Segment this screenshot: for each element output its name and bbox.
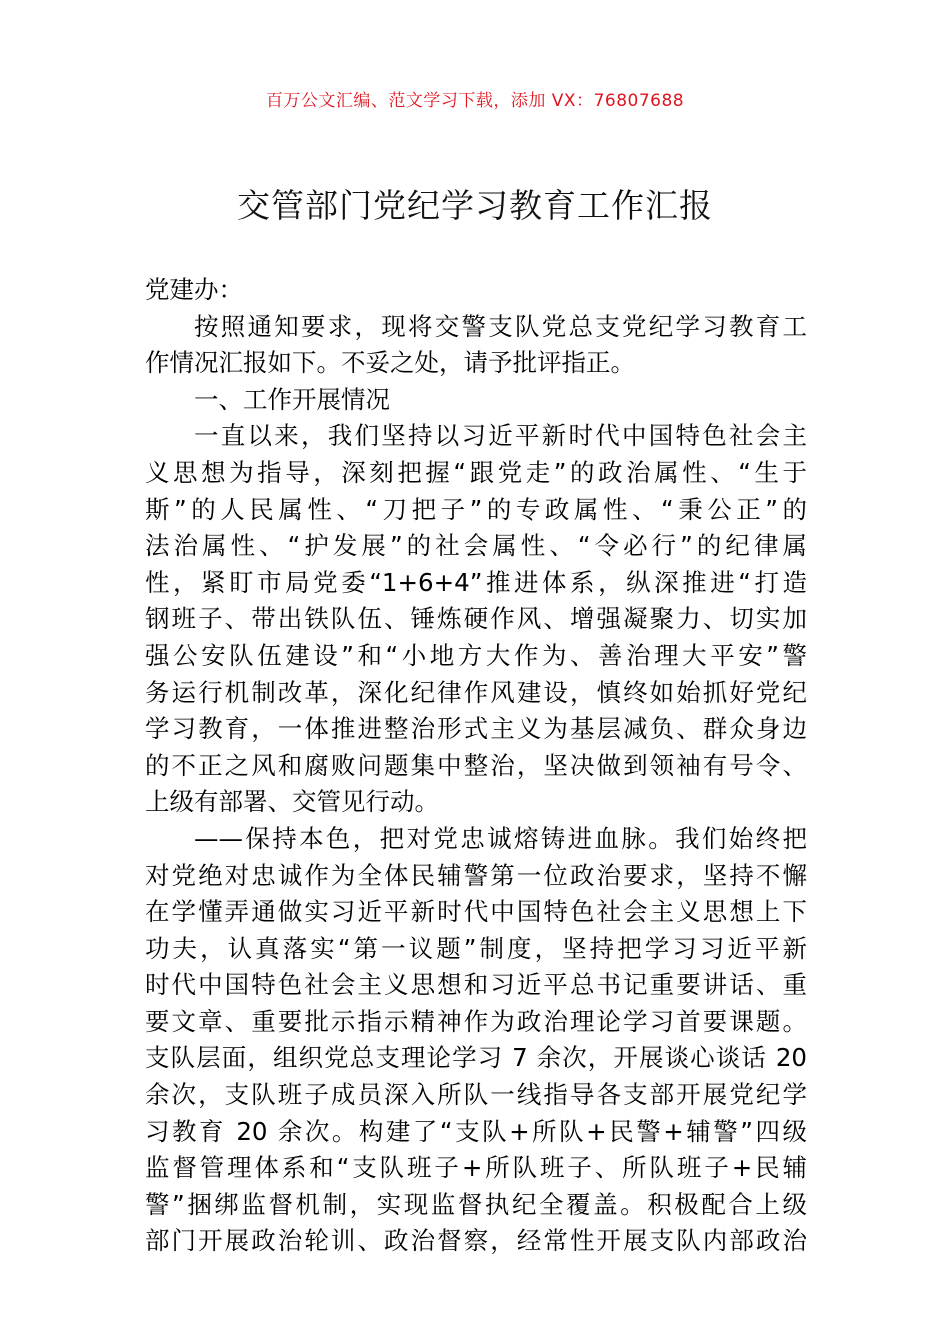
body-text-line: 要文章、重要批示指示精神作为政治理论学习首要课题。 <box>145 1006 807 1036</box>
document-body <box>145 272 807 1260</box>
promo-banner: 百万公文汇编、范文学习下载，添加 VX：76807688 <box>265 91 685 111</box>
body-text-line: 在学懂弄通做实习近平新时代中国特色社会主义思想上下 <box>145 897 807 927</box>
body-text-line: 一直以来，我们坚持以习近平新时代中国特色社会主 <box>194 421 807 451</box>
body-text-line: 务运行机制改革，深化纪律作风建设，慎终如始抓好党纪 <box>145 677 807 707</box>
body-text-line: 功夫，认真落实“第一议题”制度，坚持把学习习近平新 <box>145 933 807 963</box>
body-text-line: 对党绝对忠诚作为全体民辅警第一位政治要求，坚持不懈 <box>145 860 807 890</box>
body-text-line: 按照通知要求，现将交警支队党总支党纪学习教育工 <box>194 311 807 341</box>
body-text-line: 上级有部署、交管见行动。 <box>145 787 439 817</box>
body-text-line: 时代中国特色社会主义思想和习近平总书记重要讲话、重 <box>145 970 807 1000</box>
body-text-line: 部门开展政治轮训、政治督察，经常性开展支队内部政治 <box>145 1226 807 1256</box>
body-text-line: 斯”的人民属性、“刀把子”的专政属性、“秉公正”的 <box>145 494 807 524</box>
body-text-line: 学习教育，一体推进整治形式主义为基层减负、群众身边 <box>145 714 807 744</box>
body-text-line: 性，紧盯市局党委“1+6+4”推进体系，纵深推进“打造 <box>145 567 807 597</box>
body-text-line: 警”捆绑监督机制，实现监督执纪全覆盖。积极配合上级 <box>145 1189 807 1219</box>
body-text-line: 钢班子、带出铁队伍、锤炼硬作风、增强凝聚力、切实加 <box>145 604 807 634</box>
body-text-line: ——保持本色，把对党忠诚熔铸进血脉。我们始终把 <box>194 823 807 853</box>
body-text-line: 支队层面，组织党总支理论学习 7 余次，开展谈心谈话 20 <box>145 1043 807 1073</box>
body-text-line: 作情况汇报如下。不妥之处，请予批评指正。 <box>145 348 635 378</box>
body-text-line: 法治属性、“护发展”的社会属性、“令必行”的纪律属 <box>145 531 807 561</box>
body-text-line: 监督管理体系和“支队班子+所队班子、所队班子+民辅 <box>145 1153 807 1183</box>
body-text-line: 党建办： <box>145 275 243 304</box>
document-title: 交管部门党纪学习教育工作汇报 <box>237 186 713 225</box>
body-text-line: 习教育 20 余次。构建了“支队+所队+民警+辅警”四级 <box>145 1116 807 1146</box>
body-text-line: 一、工作开展情况 <box>194 384 390 414</box>
body-text-line: 义思想为指导，深刻把握“跟党走”的政治属性、“生于 <box>145 457 807 487</box>
body-text-line: 强公安队伍建设”和“小地方大作为、善治理大平安”警 <box>145 640 807 670</box>
body-text-line: 的不正之风和腐败问题集中整治，坚决做到领袖有号令、 <box>145 750 807 780</box>
body-text-line: 余次，支队班子成员深入所队一线指导各支部开展党纪学 <box>145 1080 807 1110</box>
